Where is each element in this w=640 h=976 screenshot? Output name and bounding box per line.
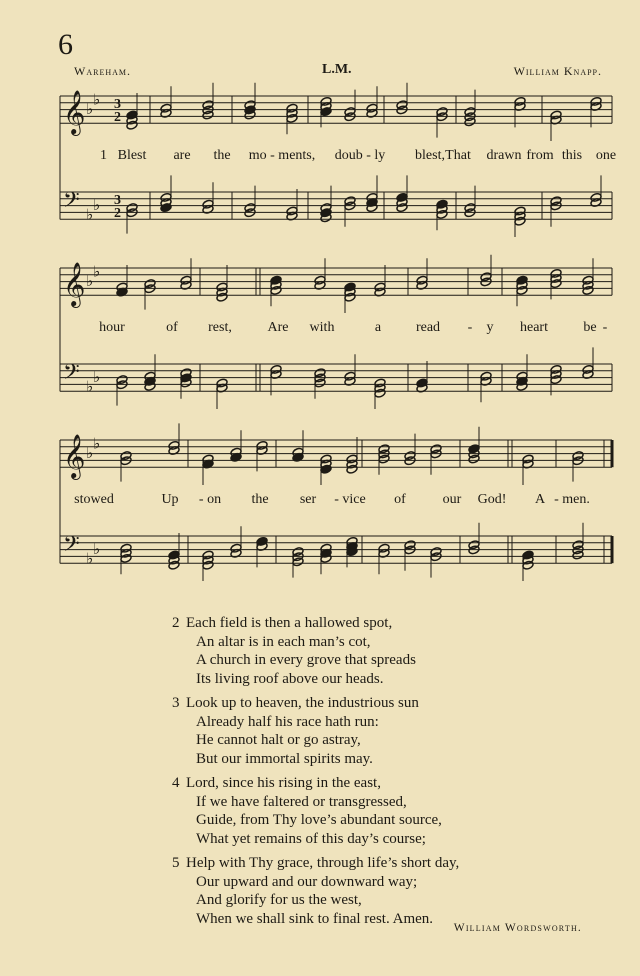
stanza-line: A church in every grove that spreads bbox=[196, 652, 416, 668]
lyric-syllable: are bbox=[173, 148, 191, 163]
lyric-syllable: That bbox=[445, 148, 471, 163]
bass-clef-icon: 𝄢 bbox=[63, 532, 80, 562]
lyric-syllable: be bbox=[583, 320, 597, 335]
flat-icon: ♭ bbox=[93, 90, 101, 109]
stanza-number: 5 bbox=[172, 855, 180, 871]
lyric-syllable: y bbox=[486, 320, 494, 335]
lyric-syllable: - vice bbox=[334, 492, 366, 507]
flat-icon: ♭ bbox=[86, 377, 94, 396]
lyric-syllable: doub - ly bbox=[334, 148, 386, 163]
lyric-syllable: from bbox=[526, 148, 554, 163]
lyric-syllable: the bbox=[251, 492, 269, 507]
stanza-line: Already half his race hath run: bbox=[196, 713, 379, 730]
lyric-syllable: Up bbox=[161, 492, 179, 507]
lyric-line-3 bbox=[60, 492, 608, 512]
lyric-syllable: - men. bbox=[554, 492, 590, 507]
lyric-syllable: with bbox=[309, 320, 335, 335]
time-signature: 3 bbox=[114, 193, 121, 208]
flat-icon: ♭ bbox=[93, 195, 101, 214]
lyric-syllable: one bbox=[595, 148, 617, 163]
lyric-syllable: stowed bbox=[74, 492, 114, 507]
stanza-line: He cannot halt or go astray, bbox=[196, 732, 361, 748]
treble-clef-icon: 𝄞 bbox=[63, 434, 86, 478]
stanza-line: But our immortal spirits may. bbox=[196, 750, 373, 767]
lyric-line-1 bbox=[60, 148, 617, 168]
lyric-syllable: heart bbox=[520, 320, 548, 335]
stanza-line: When we shall sink to final rest. Amen. bbox=[196, 910, 434, 927]
lyric-syllable: blest, bbox=[415, 148, 445, 163]
stanza-line: Lord, since his rising in the east, bbox=[186, 775, 381, 791]
page-number: 6 bbox=[58, 28, 73, 61]
lyric-syllable: Are bbox=[267, 320, 289, 335]
stanza-line: Guide, from Thy love’s abundant source, bbox=[196, 812, 442, 828]
time-signature: 2 bbox=[114, 110, 121, 125]
treble-clef-icon: 𝄞 bbox=[63, 262, 86, 306]
lyric-syllable: read bbox=[415, 320, 441, 335]
lyric-syllable: rest, bbox=[208, 320, 232, 335]
stanza bbox=[172, 694, 419, 768]
lyric-syllable: a bbox=[374, 320, 382, 335]
bass-clef-icon: 𝄢 bbox=[63, 188, 80, 218]
flat-icon: ♭ bbox=[93, 539, 101, 558]
time-signature: 3 bbox=[114, 97, 121, 112]
stanza-number: 1 bbox=[100, 148, 107, 163]
lyric-syllable: of bbox=[394, 492, 406, 507]
lyric-line-2 bbox=[60, 320, 608, 340]
lyric-syllable: ser bbox=[299, 492, 317, 507]
stanza-number: 4 bbox=[172, 775, 180, 791]
stanza-line: And glorify for us the west, bbox=[196, 892, 362, 908]
flat-icon: ♭ bbox=[93, 262, 101, 281]
flat-icon: ♭ bbox=[86, 99, 94, 118]
stanza-line: What yet remains of this day’s course; bbox=[196, 830, 426, 847]
lyric-syllable: drawn bbox=[486, 148, 522, 163]
stanza-line: Help with Thy grace, through life’s short day, bbox=[186, 855, 460, 871]
lyric-syllable: hour bbox=[99, 320, 125, 335]
bass-clef-icon: 𝄢 bbox=[63, 360, 80, 390]
lyric-syllable: God! bbox=[477, 492, 507, 507]
meter: L.M. bbox=[322, 62, 352, 77]
treble-clef-icon: 𝄞 bbox=[63, 90, 86, 134]
stanza bbox=[172, 774, 442, 848]
lyric-syllable: - bbox=[467, 320, 473, 335]
time-signature: 2 bbox=[114, 206, 121, 221]
flat-icon: ♭ bbox=[86, 271, 94, 290]
lyric-syllable: A bbox=[534, 492, 546, 507]
flat-icon: ♭ bbox=[86, 443, 94, 462]
stanza bbox=[172, 854, 459, 928]
stanza-line: An altar is in each man’s cot, bbox=[196, 633, 371, 650]
stanza-line: Look up to heaven, the industrious sun bbox=[186, 695, 419, 711]
lyric-syllable: - on bbox=[198, 492, 222, 507]
flat-icon: ♭ bbox=[86, 549, 94, 568]
composer: William Knapp. bbox=[513, 64, 602, 78]
lyric-syllable: Blest bbox=[117, 148, 147, 163]
lyric-syllable: the bbox=[213, 148, 231, 163]
flat-icon: ♭ bbox=[93, 367, 101, 386]
lyric-syllable: our bbox=[442, 492, 462, 507]
lyric-syllable: mo - ments, bbox=[248, 148, 316, 163]
lyric-syllable: this bbox=[561, 148, 583, 163]
stanza-line: Each field is then a hallowed spot, bbox=[186, 615, 393, 631]
lyric-syllable: of bbox=[166, 320, 178, 335]
stanza bbox=[172, 614, 416, 688]
tune-name: Wareham. bbox=[74, 64, 131, 78]
author: William Wordsworth. bbox=[453, 922, 582, 934]
stanza-number: 3 bbox=[172, 695, 180, 711]
stanza-number: 2 bbox=[172, 615, 180, 631]
flat-icon: ♭ bbox=[86, 205, 94, 224]
stanza-line: Its living roof above our heads. bbox=[196, 670, 384, 687]
lyric-syllable: - bbox=[602, 320, 608, 335]
flat-icon: ♭ bbox=[93, 434, 101, 453]
stanza-line: Our upward and our downward way; bbox=[196, 873, 418, 890]
stanza-line: If we have faltered or transgressed, bbox=[196, 793, 407, 810]
